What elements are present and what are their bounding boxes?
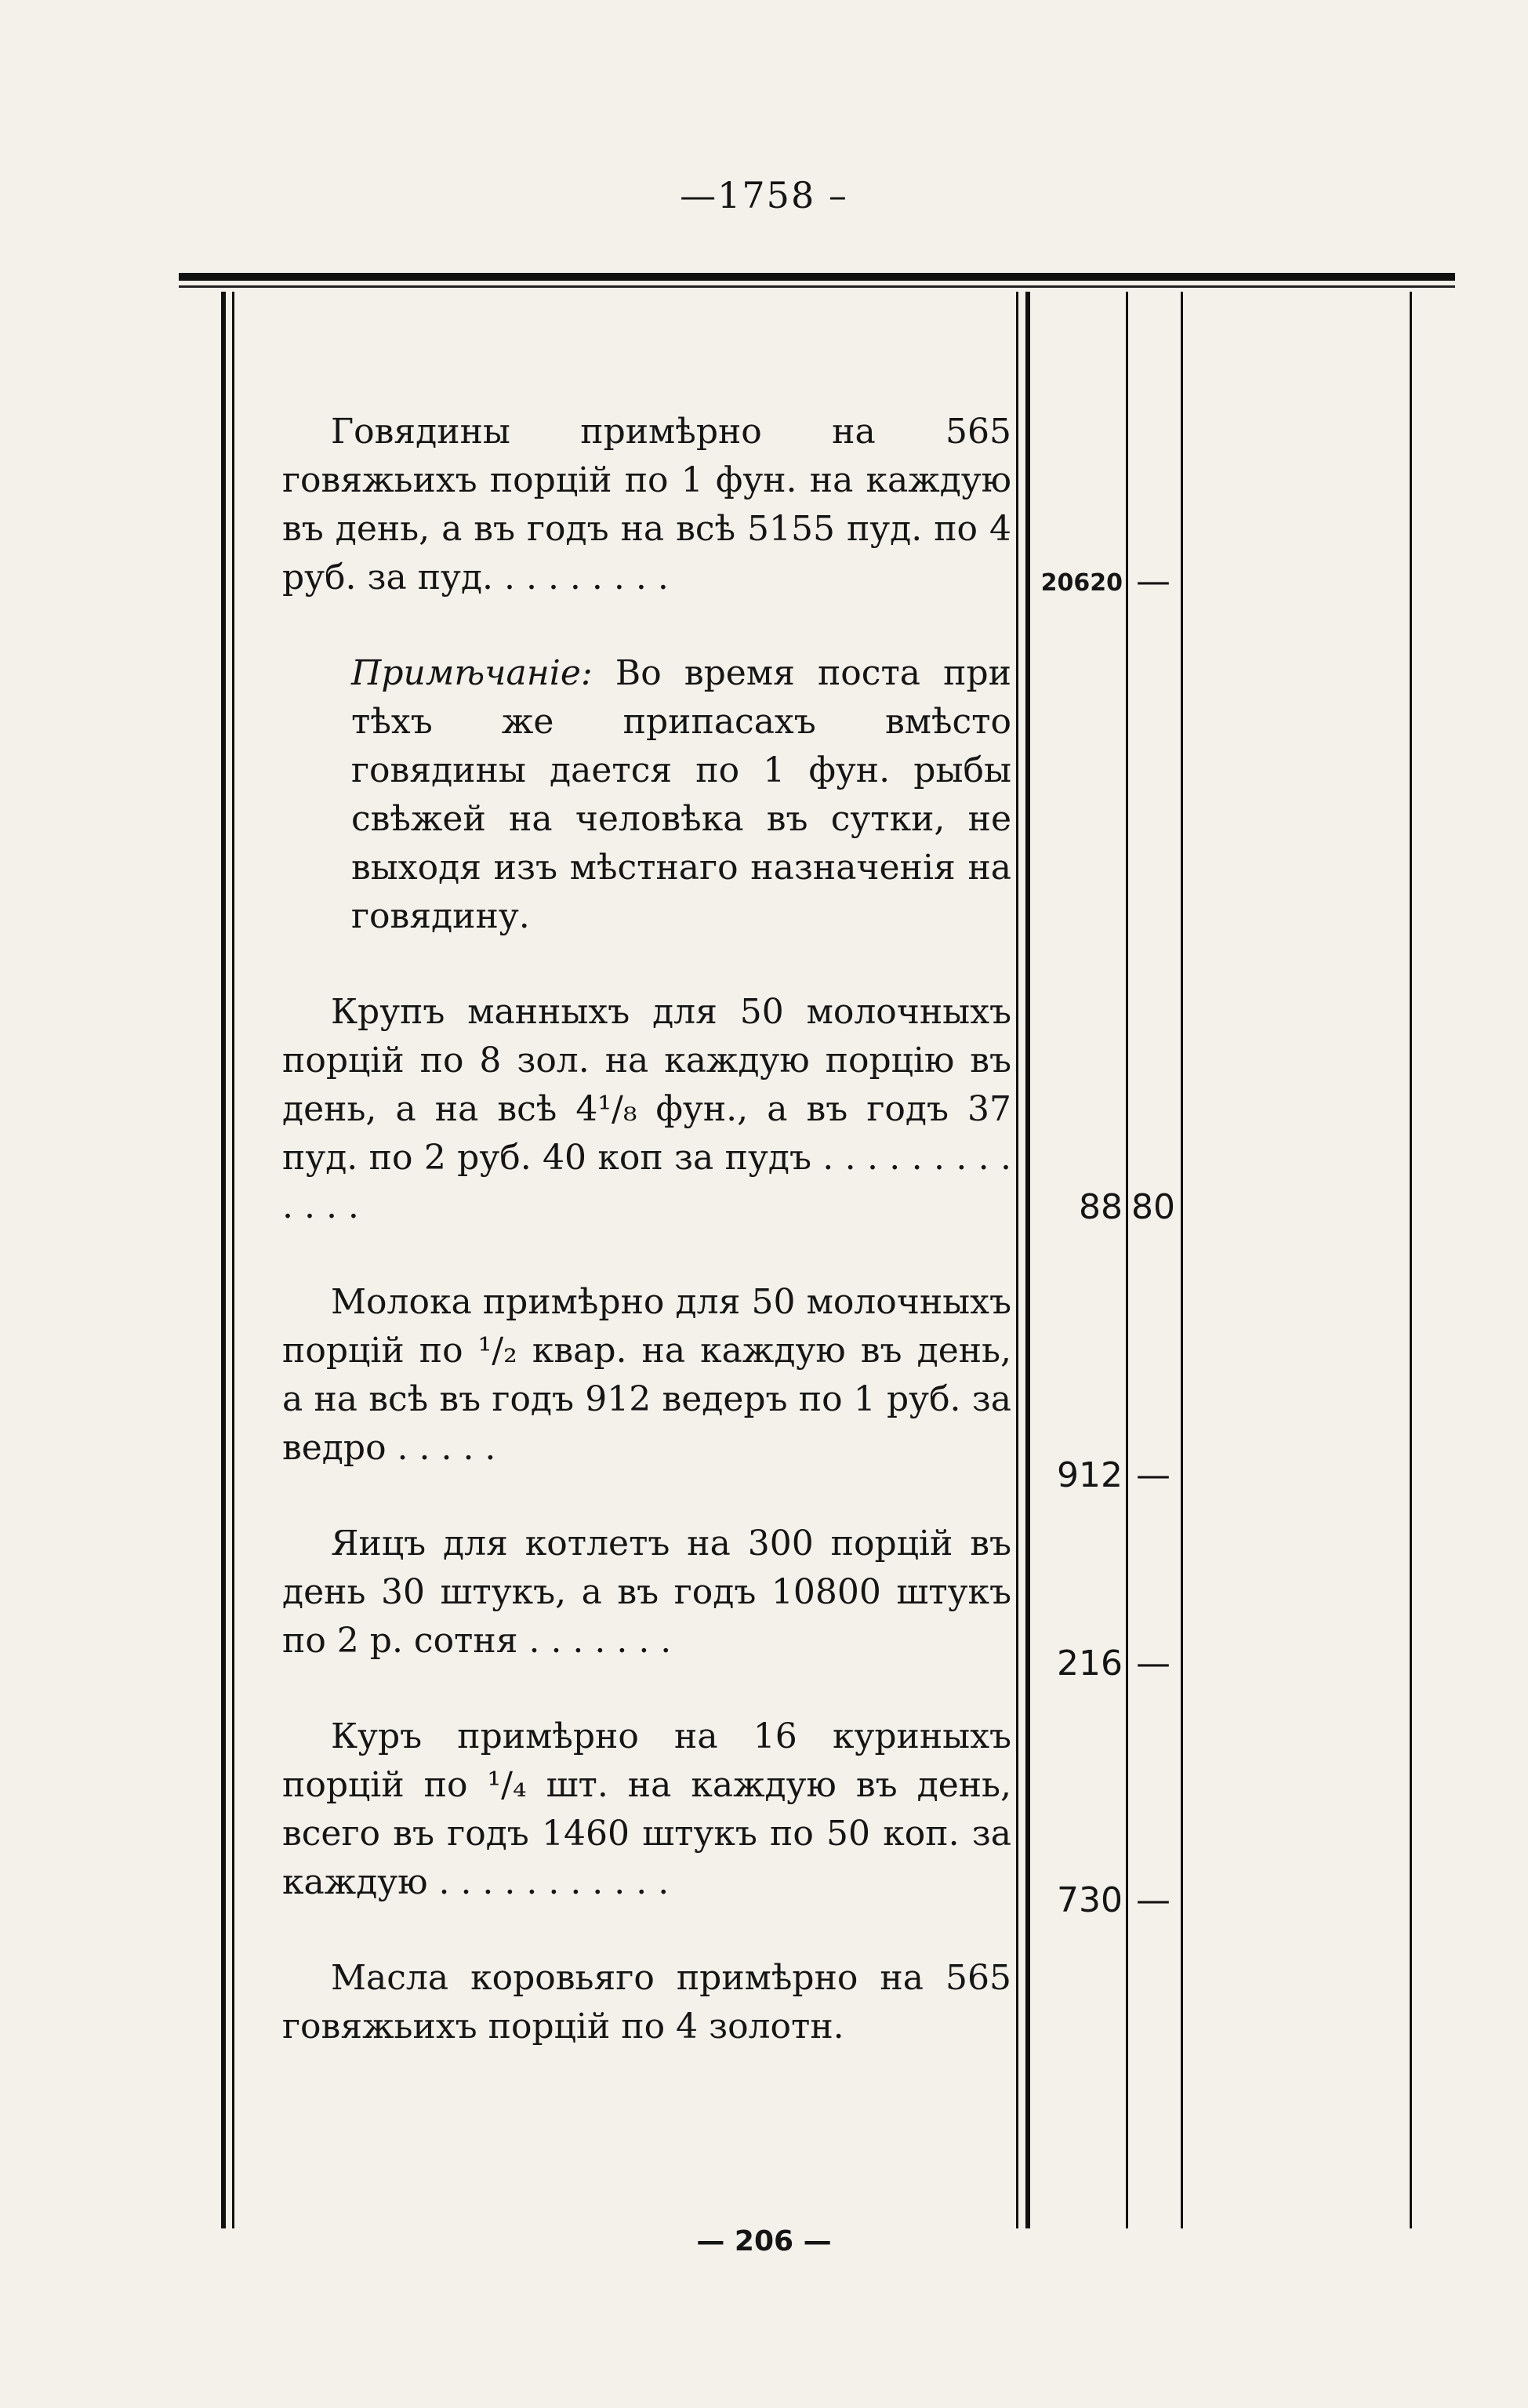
amount-kop-beef: — xyxy=(1136,561,1170,601)
note-label: Примѣчаніе: xyxy=(351,653,593,693)
entry-note: Примѣчаніе: Во время поста при тѣхъ же припасахъ вмѣсто говядины дается по 1 фун. рыбы свѣжей на человѣка въ сутки, не выходя изъ мѣстнаго назначенія на говядину. xyxy=(351,653,1011,936)
entry-chicken: Куръ примѣрно на 16 куриныхъ порцій по ¹/₄ шт. на каждую въ день, всего въ годъ 1460 штукъ по 50 коп. за каждую . . . . . . . . . . . xyxy=(282,1716,1011,1902)
amount-rub-semolina: 88 xyxy=(1079,1187,1123,1227)
entry-eggs: Яицъ для котлетъ на 300 порцій въ день 30 штукъ, а въ годъ 10800 штукъ по 2 р. сотня . . . . . . . xyxy=(282,1524,1011,1661)
amount-kop-chicken: — xyxy=(1136,1880,1170,1920)
page-number-bottom: — 206 — xyxy=(696,2225,832,2257)
amount-rub-milk: 912 xyxy=(1057,1455,1123,1495)
amount-rub-chicken: 730 xyxy=(1057,1880,1123,1920)
amount-kop-semolina: 80 xyxy=(1131,1187,1175,1227)
entries-list xyxy=(282,408,1011,2051)
entry-milk: Молока примѣрно для 50 молочныхъ порцій по ¹/₂ квар. на каждую въ день, а на всѣ въ годъ 912 ведеръ по 1 руб. за ведро . . . . . xyxy=(282,1282,1011,1468)
column-divider-rub xyxy=(1126,292,1128,2228)
amount-rub-eggs: 216 xyxy=(1057,1643,1123,1683)
header-rule-thin xyxy=(179,285,1455,288)
right-border xyxy=(1410,292,1412,2228)
entry-butter: Масла коровьяго примѣрно на 565 говяжьихъ порцій по 4 золотн. xyxy=(282,1958,1011,2047)
entry-beef: Говядины примѣрно на 565 говяжьихъ порцій по 1 фун. на каждую въ день, а въ годъ на всѣ 5155 пуд. по 4 руб. за пуд. . . . . . . . . xyxy=(282,412,1011,597)
amount-kop-eggs: — xyxy=(1136,1643,1170,1683)
entry-semolina: Крупъ манныхъ для 50 молочныхъ порцій по 8 зол. на каждую порцію въ день, а на всѣ 4¹/₈ фун., а въ годъ 37 пуд. по 2 руб. 40 коп за пудъ . . . . . . . . . . . . . xyxy=(282,992,1011,1226)
left-border-outer xyxy=(221,292,226,2228)
amount-kop-milk: — xyxy=(1136,1455,1170,1495)
column-divider-kop xyxy=(1181,292,1183,2228)
column-divider-text xyxy=(1016,292,1018,2228)
amount-rub-beef: 20620 xyxy=(1040,569,1123,597)
left-border-inner xyxy=(232,292,234,2228)
page-number-top: —1758 – xyxy=(680,174,848,216)
header-rule-thick xyxy=(179,273,1455,281)
